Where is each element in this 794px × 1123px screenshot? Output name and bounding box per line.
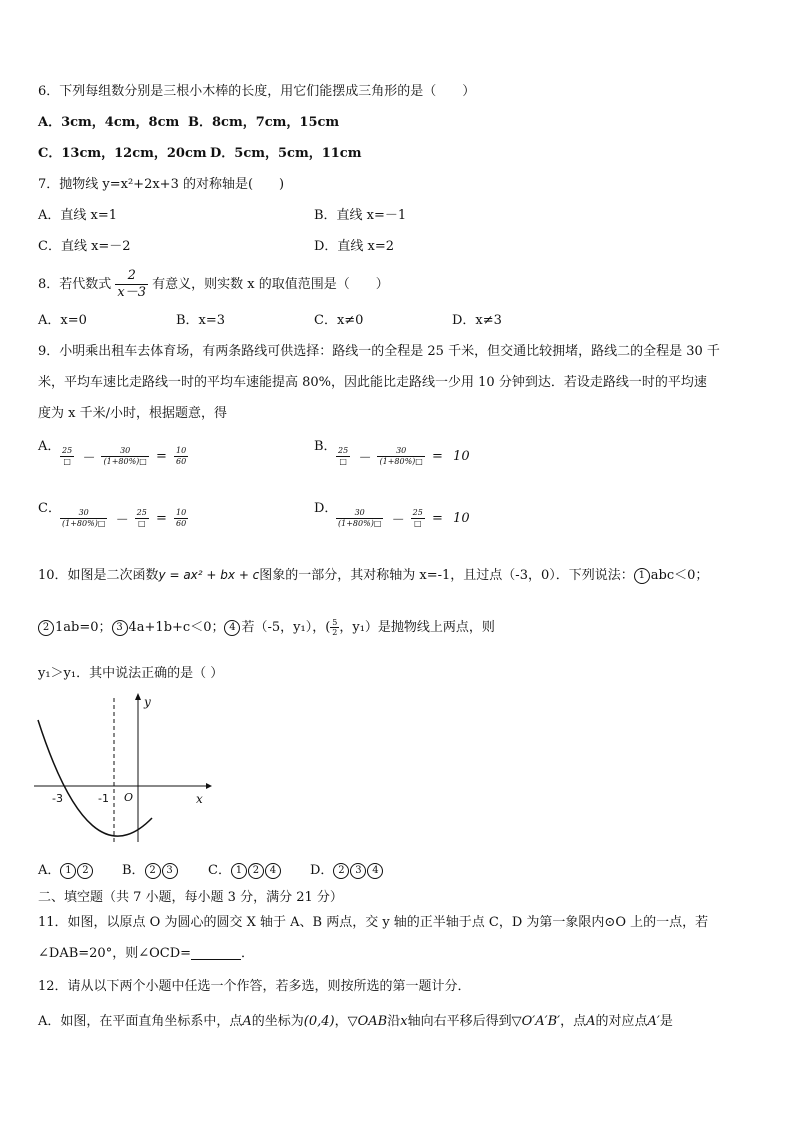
q10-option-c bbox=[208, 862, 282, 880]
section-heading: 二、填空题（共 7 小题，每小题 3 分，满分 21 分） bbox=[38, 890, 343, 905]
circled-3: 3 bbox=[112, 620, 128, 636]
answer-blank[interactable] bbox=[191, 947, 241, 960]
q10-fraction bbox=[330, 618, 339, 637]
q9-option-c-label: C． bbox=[38, 501, 61, 516]
frac-den: 60 bbox=[176, 519, 187, 528]
circled-2: 2 bbox=[77, 863, 93, 879]
frac-den: (1+80%)□ bbox=[103, 457, 147, 466]
value-10: 10 bbox=[453, 449, 470, 464]
point-a: A bbox=[586, 1014, 596, 1029]
q10-line2-c: 若（-5，y₁），( bbox=[241, 620, 331, 635]
q10-line2-a: 1ab=0； bbox=[55, 620, 112, 635]
q6-stem: 6．下列每组数分别是三根小木棒的长度，用它们能摆成三角形的是（ ） bbox=[38, 84, 476, 99]
q11-line2-pre: ∠DAB=20°，则∠OCD= bbox=[38, 946, 192, 961]
q10-d-label: D． bbox=[310, 863, 334, 878]
minus-sign: － bbox=[357, 451, 371, 466]
frac-den: □ bbox=[137, 519, 146, 528]
circled-4: 4 bbox=[265, 863, 281, 879]
q9-option-a-formula bbox=[60, 446, 188, 467]
q10-line1-pre: 10．如图是二次函数 bbox=[38, 568, 159, 583]
q8-stem-post: 有意义，则实数 x 的取值范围是（ ） bbox=[152, 277, 389, 292]
parabola-curve bbox=[38, 720, 152, 836]
q10-line1-post: 图象的一部分，其对称轴为 x=-1，且过点（-3，0）．下列说法： bbox=[259, 568, 634, 583]
q10-parabola-graph bbox=[34, 690, 214, 850]
origin-label: O bbox=[124, 791, 134, 804]
q9-option-d-formula bbox=[336, 508, 473, 529]
circled-3: 3 bbox=[162, 863, 178, 879]
q7-option-d: D．直线 x=2 bbox=[314, 239, 395, 254]
circled-1: 1 bbox=[231, 863, 247, 879]
q6-option-d: D．5cm，5cm，11cm bbox=[210, 146, 362, 161]
q10-a-label: A． bbox=[38, 863, 61, 878]
q9-option-b-label: B． bbox=[314, 439, 337, 454]
q10-line2-b: 4a+1b+c＜0； bbox=[128, 620, 225, 635]
coordinate: (0,4) bbox=[303, 1014, 335, 1029]
circled-2: 2 bbox=[38, 620, 54, 636]
q7-option-b: B．直线 x=－1 bbox=[314, 208, 407, 223]
frac-num: 30 bbox=[377, 446, 424, 457]
q12-text: 轴向右平移后得到 bbox=[407, 1014, 512, 1029]
q10-option-a bbox=[38, 862, 94, 880]
point-a: A bbox=[242, 1014, 252, 1029]
q10-line2 bbox=[38, 614, 495, 642]
x-variable: x bbox=[400, 1014, 408, 1029]
q12-text: 的坐标为 bbox=[251, 1014, 304, 1029]
q10-line1-end: abc＜0； bbox=[650, 568, 709, 583]
frac-den: □ bbox=[63, 457, 71, 466]
q10-b-label: B． bbox=[122, 863, 145, 878]
q10-function: y = ax² + bx + c bbox=[158, 568, 260, 582]
value-10: 10 bbox=[453, 511, 470, 526]
q11-line2 bbox=[38, 945, 254, 963]
q10-c-label: C． bbox=[208, 863, 231, 878]
circled-2: 2 bbox=[333, 863, 349, 879]
x-axis-arrow bbox=[206, 783, 212, 789]
triangle-oab: ▽OAB bbox=[347, 1014, 388, 1029]
q8-option-b: B．x=3 bbox=[176, 313, 226, 328]
q10-line2-d: ，y₁）是抛物线上两点，则 bbox=[339, 620, 495, 635]
frac-den: (1+80%)□ bbox=[62, 519, 106, 528]
circled-3: 3 bbox=[350, 863, 366, 879]
q9-option-c-formula bbox=[60, 508, 188, 529]
q8-option-d: D．x≠3 bbox=[452, 313, 502, 328]
circled-1: 1 bbox=[60, 863, 76, 879]
y-axis-label: y bbox=[144, 695, 151, 709]
frac-num: 25 bbox=[412, 508, 423, 517]
q12-text: ， bbox=[334, 1014, 348, 1029]
triangle-oab-prime: ▽O′A′B′ bbox=[511, 1014, 561, 1029]
frac-den: (1+80%)□ bbox=[338, 519, 382, 528]
circled-4: 4 bbox=[367, 863, 383, 879]
q12-text: 是 bbox=[659, 1014, 673, 1029]
frac-den: □ bbox=[339, 457, 347, 466]
frac-den: □ bbox=[413, 519, 422, 528]
q9-option-d-label: D． bbox=[314, 501, 338, 516]
tick-minus-1: -1 bbox=[98, 792, 109, 805]
minus-sign: － bbox=[114, 513, 128, 528]
q12-text: 的对应点 bbox=[595, 1014, 648, 1029]
q10-line3: y₁＞y₁．其中说法正确的是（ ） bbox=[38, 666, 224, 681]
q11-line1: 11．如图，以原点 O 为圆心的圆交 X 轴于 A、B 两点，交 y 轴的正半轴于点 C，D 为第一象限内⊙O 上的一点，若 bbox=[38, 915, 709, 930]
q12-line1: 12．请从以下两个小题中任选一个作答，若多选，则按所选的第一题计分． bbox=[38, 979, 471, 994]
frac-den: 2 bbox=[332, 628, 338, 637]
q8-stem-pre: 8．若代数式 bbox=[38, 277, 112, 292]
q9-line3: 度为 x 千米/小时，根据题意，得 bbox=[38, 406, 227, 421]
equals-sign: = bbox=[156, 511, 167, 526]
q6-option-a: A．3cm，4cm，8cm bbox=[38, 115, 180, 130]
q6-option-c: C．13cm，12cm，20cm bbox=[38, 146, 207, 161]
q9-line1: 9．小明乘出租车去体育场，有两条路线可供选择：路线一的全程是 25 千米，但交通比较拥堵，路线二的全程是 30 千 bbox=[38, 344, 720, 359]
point-a-prime: A′ bbox=[647, 1014, 660, 1029]
frac-den: (1+80%)□ bbox=[379, 457, 423, 466]
circled-1: 1 bbox=[634, 568, 650, 584]
frac-num: 10 bbox=[176, 446, 187, 455]
q12-text: ，点 bbox=[560, 1014, 587, 1029]
frac-num: 30 bbox=[60, 508, 107, 519]
q12-line2 bbox=[38, 1013, 673, 1031]
frac-num: 5 bbox=[332, 618, 338, 627]
q7-option-a: A．直线 x=1 bbox=[38, 208, 118, 223]
minus-sign: － bbox=[81, 451, 95, 466]
q12-text: 沿 bbox=[387, 1014, 401, 1029]
q7-stem: 7．抛物线 y=x²+2x+3 的对称轴是( ) bbox=[38, 177, 285, 192]
q9-option-a-label: A． bbox=[38, 439, 61, 454]
y-axis-arrow bbox=[135, 693, 141, 700]
frac-num: 25 bbox=[338, 446, 349, 455]
q8-option-c: C．x≠0 bbox=[314, 313, 364, 328]
q12-line2-pre: A．如图，在平面直角坐标系中，点 bbox=[38, 1014, 243, 1029]
q8-fraction bbox=[115, 268, 148, 301]
q8-option-a: A．x=0 bbox=[38, 313, 87, 328]
q8-frac-num: 2 bbox=[115, 268, 148, 285]
q9-option-b-formula bbox=[336, 446, 473, 467]
frac-num: 30 bbox=[336, 508, 383, 519]
q8-frac-den: x－3 bbox=[117, 285, 147, 300]
q11-line2-post: ． bbox=[241, 946, 255, 961]
q7-option-c: C．直线 x=－2 bbox=[38, 239, 131, 254]
circled-2: 2 bbox=[248, 863, 264, 879]
q9-line2: 米，平均车速比走路线一时的平均车速能提高 80%，因此能比走路线一少用 10 分钟到达．若设走路线一时的平均速 bbox=[38, 375, 707, 390]
q10-line1 bbox=[38, 566, 708, 585]
equals-sign: = bbox=[432, 511, 443, 526]
frac-num: 25 bbox=[62, 446, 73, 455]
frac-num: 30 bbox=[101, 446, 148, 457]
frac-num: 25 bbox=[136, 508, 147, 517]
x-axis-label: x bbox=[196, 792, 203, 806]
equals-sign: = bbox=[156, 449, 167, 464]
equals-sign: = bbox=[432, 449, 443, 464]
circled-2: 2 bbox=[145, 863, 161, 879]
q6-option-b: B．8cm，7cm，15cm bbox=[188, 115, 340, 130]
tick-minus-3: -3 bbox=[52, 792, 63, 805]
q10-option-b bbox=[122, 862, 179, 880]
circled-4: 4 bbox=[224, 620, 240, 636]
frac-num: 10 bbox=[176, 508, 187, 517]
q10-option-d bbox=[310, 862, 384, 880]
q8-stem bbox=[38, 265, 389, 305]
frac-den: 60 bbox=[176, 457, 187, 466]
minus-sign: － bbox=[390, 513, 404, 528]
